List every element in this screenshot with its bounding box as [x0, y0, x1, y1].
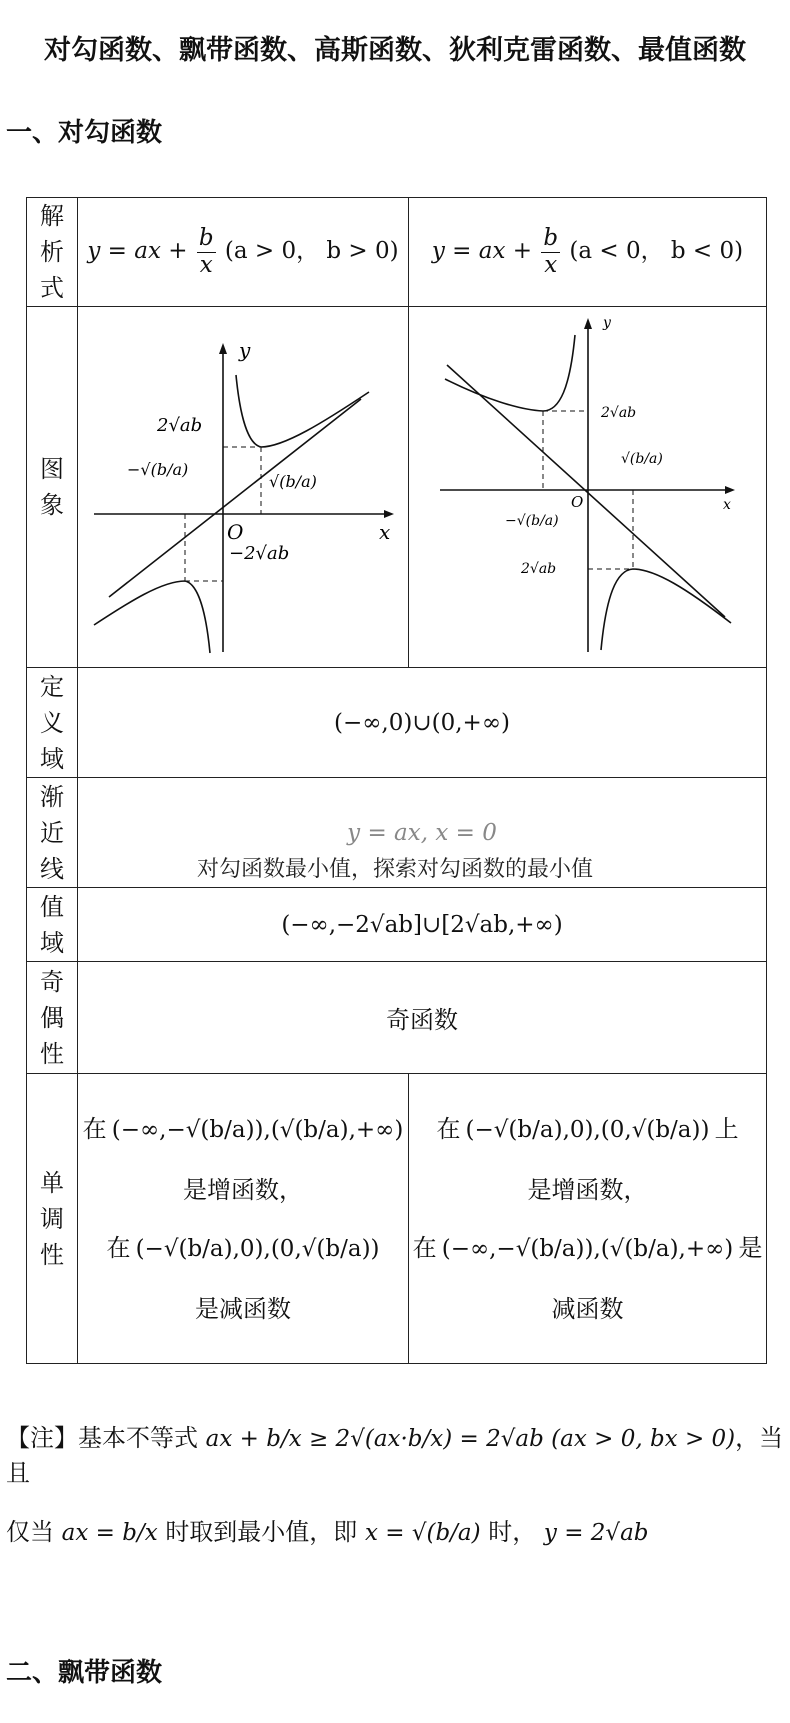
origin-label: O	[570, 493, 583, 511]
label-domain: 定 义 域	[27, 668, 78, 778]
section-heading-2: 二、飘带函数	[6, 1658, 163, 1688]
row-range	[27, 888, 767, 962]
label-monotonic: 单 调 性	[27, 1074, 78, 1364]
graph-left-cell	[78, 307, 409, 668]
label-neg-sqrt-b-a: −√(b/a)	[504, 513, 559, 529]
domain-value: (−∞,0)∪(0,+∞)	[78, 668, 767, 778]
left-branch	[445, 335, 575, 411]
note-line-2: 仅当 ax = b/x 时取到最小值，即 x = √(b/a) 时， y = 2√ab	[6, 1518, 649, 1546]
upper-branch	[236, 375, 369, 447]
label-range: 值 域	[27, 888, 78, 962]
row-domain	[27, 668, 767, 778]
origin-label: O	[227, 520, 244, 544]
y-arrow	[219, 343, 227, 354]
graph-right	[425, 307, 751, 663]
right-branch	[601, 569, 731, 650]
row-monotonic	[27, 1074, 767, 1364]
label-parity: 奇 偶 性	[27, 962, 78, 1074]
properties-table	[26, 197, 767, 1364]
label-neg-sqrt-b-a: −√(b/a)	[127, 460, 189, 479]
label-upper-2sqrtab: 2√ab	[600, 405, 636, 421]
label-formula: 解 析 式	[27, 198, 78, 307]
section-heading-1: 一、对勾函数	[6, 118, 163, 148]
asymptote-line	[109, 399, 361, 597]
label-neg-2sqrtab: −2√ab	[229, 543, 290, 564]
page-title: 对勾函数、飘带函数、高斯函数、狄利克雷函数、最值函数	[44, 35, 746, 66]
label-2sqrtab: 2√ab	[157, 415, 203, 436]
overlay-caption: 对勾函数最小值，探索对勾函数的最小值	[196, 857, 593, 882]
x-arrow	[384, 510, 394, 518]
parity-value: 奇函数	[78, 962, 767, 1074]
label-sqrt-b-a: √(b/a)	[269, 472, 317, 491]
x-arrow	[725, 486, 735, 494]
label-asymptote: 渐 近 线	[27, 778, 78, 888]
row-graph	[27, 307, 767, 668]
asymptote-line	[447, 365, 725, 617]
y-label: y	[602, 315, 611, 331]
formula-right: y = ax + $\frac{b}{x}$ (a < 0， b < 0)	[409, 198, 767, 307]
label-sqrt-b-a: √(b/a)	[620, 451, 663, 467]
lower-branch	[94, 581, 210, 653]
row-parity	[27, 962, 767, 1074]
graph-left	[79, 307, 407, 663]
asymptote-value: y = ax, x = 0	[78, 778, 767, 888]
y-arrow	[584, 318, 592, 329]
y-label: y	[239, 338, 251, 362]
monotonic-left: 在 (−∞,−√(b/a)),(√(b/a),+∞) 是增函数， 在 (−√(b/a),0),(0,√(b/a)) 是减函数	[78, 1074, 409, 1364]
label-lower-2sqrtab: 2√ab	[520, 561, 556, 577]
note-line-1: 【注】基本不等式 ax + b/x ≥ 2√(ax·b/x) = 2√ab (ax > 0, bx > 0)，当且	[6, 1424, 784, 1487]
formula-left: y = ax + $\frac{b}{x}$ (a > 0， b > 0)	[78, 198, 409, 307]
graph-right-cell	[409, 307, 767, 668]
range-value: (−∞,−2√ab]∪[2√ab,+∞)	[78, 888, 767, 962]
row-formula	[27, 198, 767, 307]
x-label: x	[722, 497, 731, 513]
label-graph: 图 象	[27, 307, 78, 668]
x-label: x	[379, 520, 391, 544]
monotonic-right: 在 (−√(b/a),0),(0,√(b/a)) 上 是增函数， 在 (−∞,−√(b/a)),(√(b/a),+∞) 是 减函数	[409, 1074, 767, 1364]
